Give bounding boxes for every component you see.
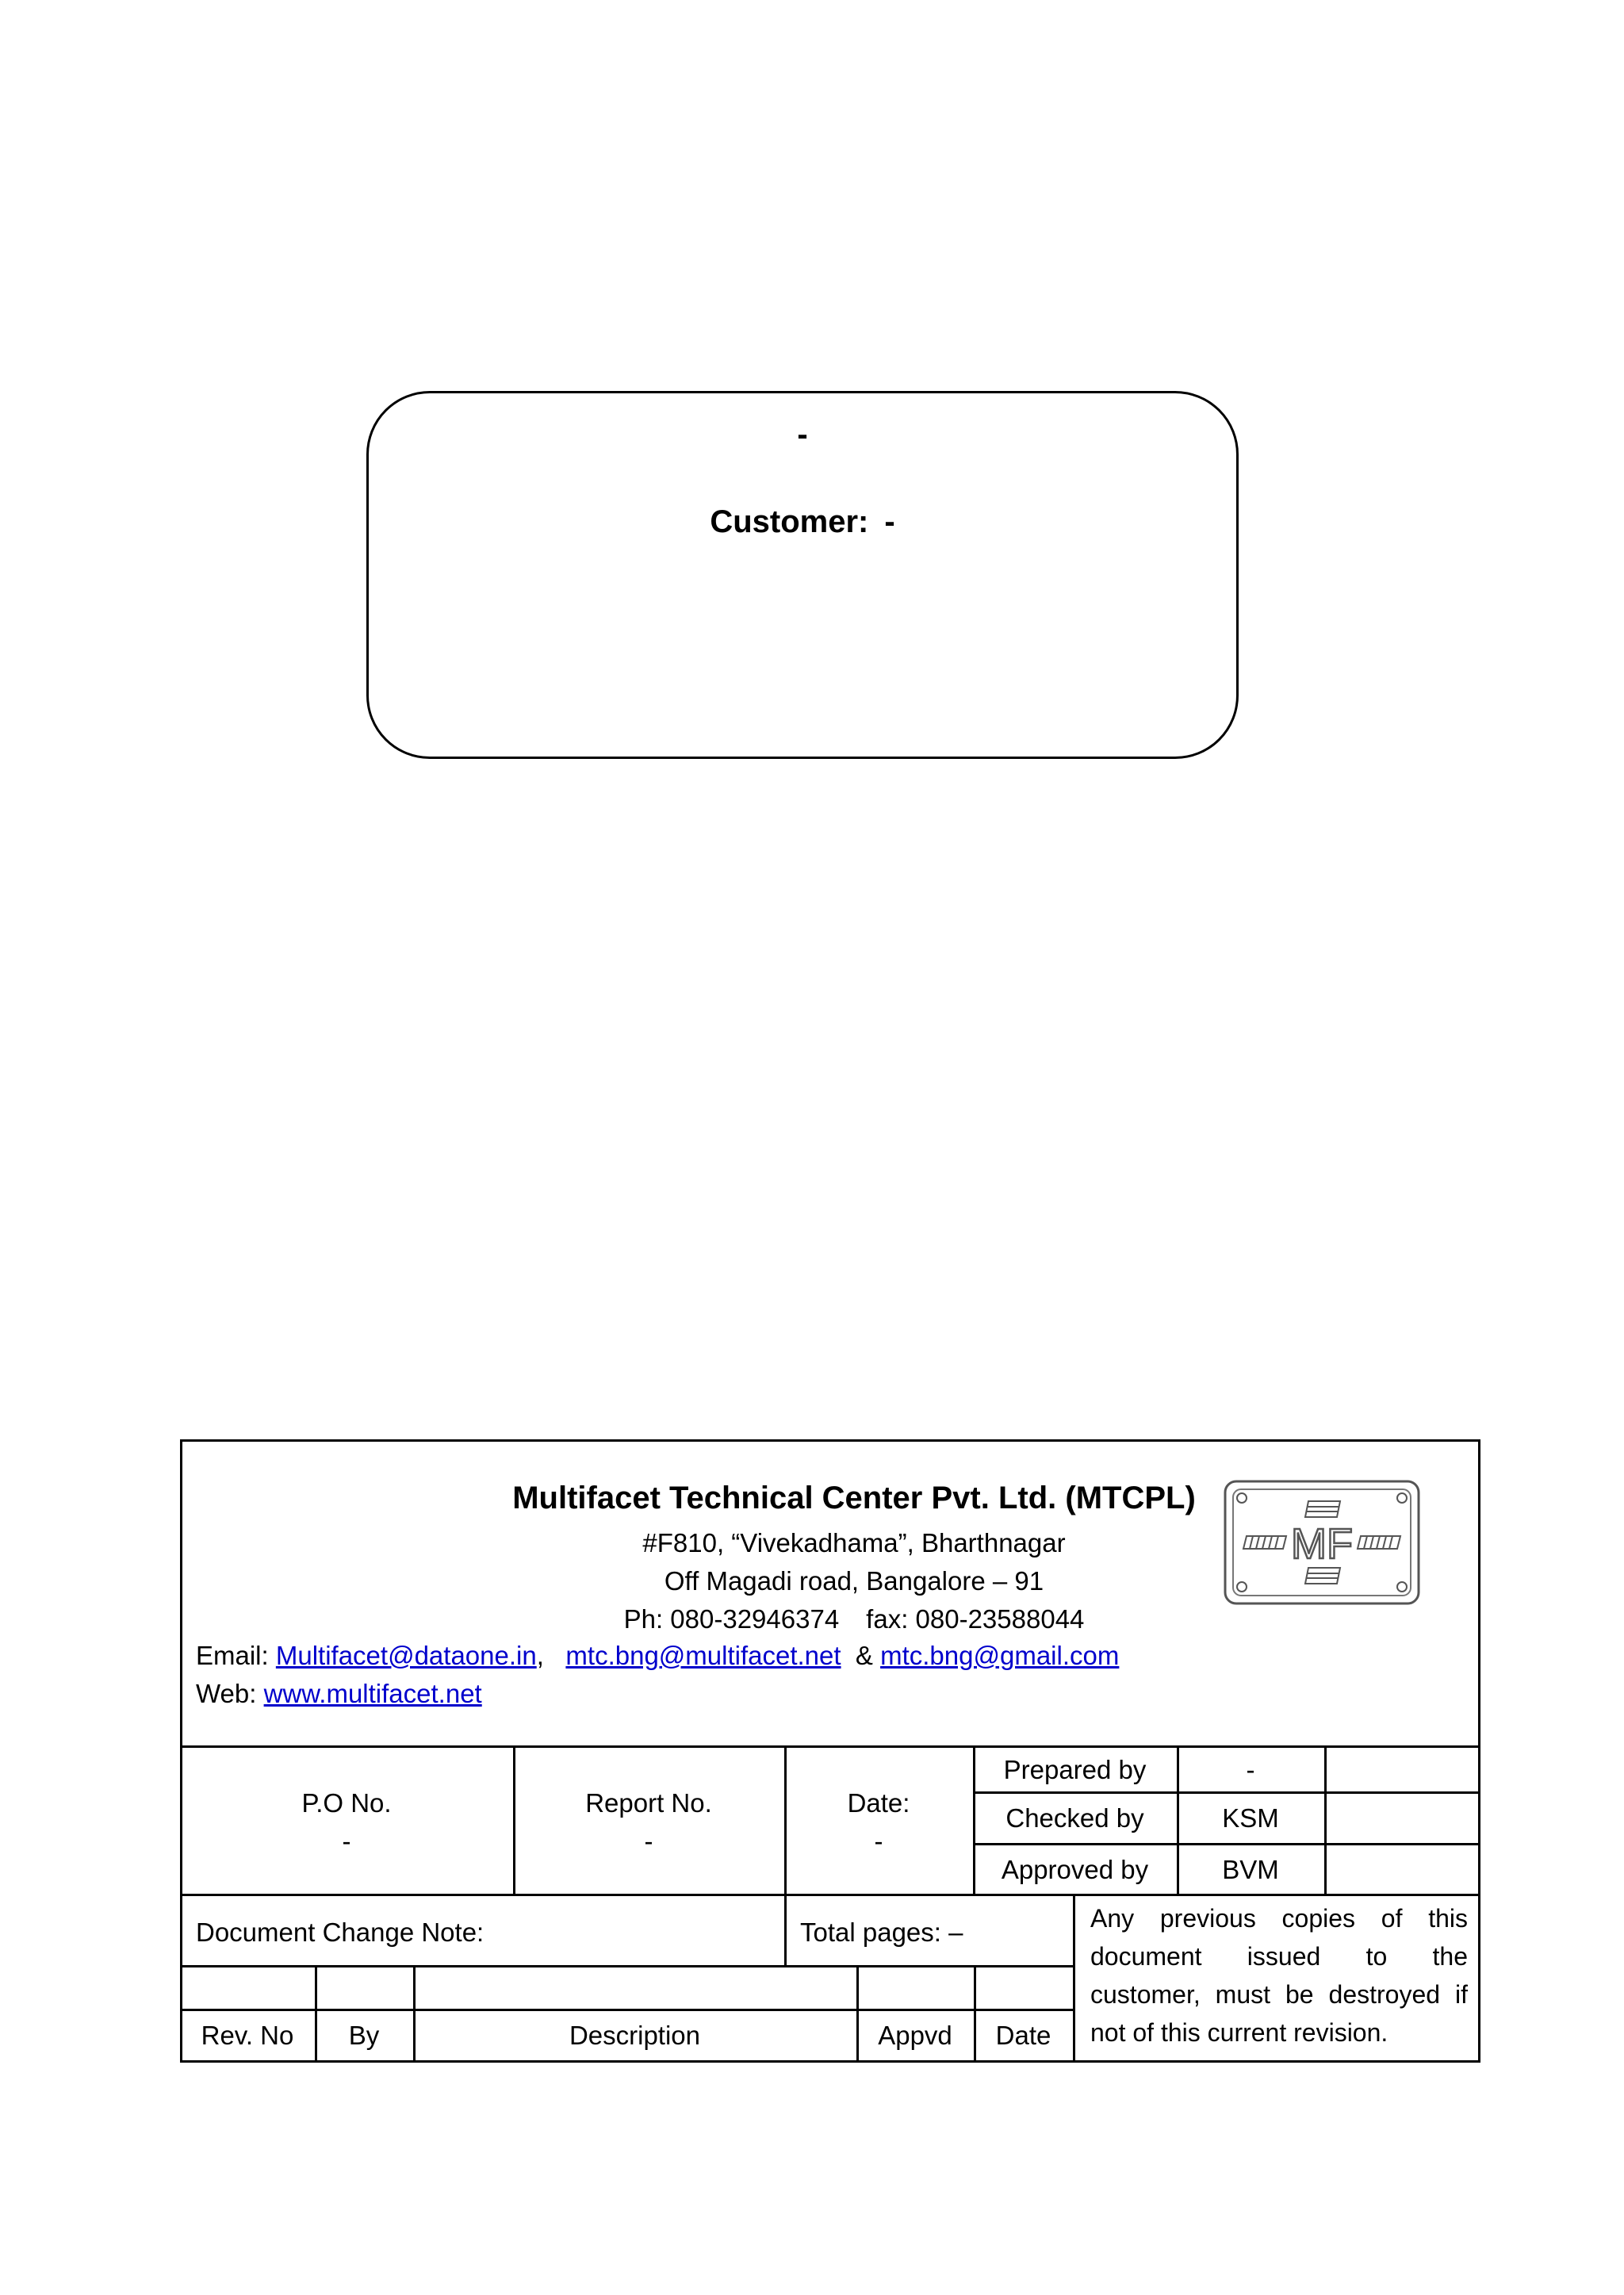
web-link[interactable]: www.multifacet.net [263, 1679, 482, 1708]
web-line [196, 1680, 482, 1707]
checked-by-value: KSM [1222, 1803, 1279, 1833]
header-description: Description [569, 2021, 701, 2050]
header-rev-no: Rev. No [201, 2021, 294, 2050]
customer-value: - [884, 504, 895, 539]
total-pages: Total pages: – [800, 1918, 963, 1947]
date-label: Date: [847, 1788, 910, 1818]
prepared-by-value: - [1246, 1755, 1255, 1784]
company-logo [1223, 1479, 1421, 1606]
prepared-by-label: Prepared by [1003, 1755, 1147, 1784]
cover-title: - [797, 417, 808, 452]
fax: fax: 080-23588044 [866, 1604, 1085, 1634]
document-footer-table [180, 1439, 1480, 2063]
email-label: Email: [196, 1641, 269, 1670]
phone-fax-line [180, 1604, 1480, 1634]
revision-notice: Any previous copies of this document issued to the customer, must be destroyed if not of this current revision. [1090, 1904, 1468, 2047]
email-separator: & [855, 1641, 873, 1670]
header-date: Date [995, 2021, 1051, 2050]
email-line: Email: Multifacet@dataone.in, mtc.bng@multifacet.net & mtc.bng@gmail.com [196, 1641, 1120, 1670]
approved-by-label: Approved by [1001, 1855, 1149, 1884]
checked-by-label: Checked by [1005, 1803, 1144, 1833]
email-link-2[interactable]: mtc.bng@multifacet.net [565, 1641, 841, 1670]
cover-box [366, 391, 1239, 759]
customer-line [369, 504, 1236, 540]
phone: Ph: 080-32946374 [623, 1604, 840, 1634]
address-line-1: #F810, “Vivekadhama”, Bharthnagar [642, 1528, 1066, 1557]
po-value: - [342, 1826, 351, 1856]
approved-by-value: BVM [1222, 1855, 1279, 1884]
po-label: P.O No. [301, 1788, 392, 1818]
web-label: Web: [196, 1679, 257, 1708]
document-change-note-label: Document Change Note: [196, 1918, 485, 1947]
email-link-1[interactable]: Multifacet@dataone.in [275, 1641, 537, 1670]
header-by: By [348, 2021, 380, 2050]
customer-label: Customer: [710, 504, 869, 539]
logo-text: MF [1291, 1520, 1353, 1568]
header-appvd: Appvd [878, 2021, 952, 2050]
address-line-2: Off Magadi road, Bangalore – 91 [664, 1566, 1044, 1596]
company-name: Multifacet Technical Center Pvt. Ltd. (MTCPL) [512, 1481, 1196, 1515]
email-link-3[interactable]: mtc.bng@gmail.com [880, 1641, 1120, 1670]
report-no-value: - [644, 1826, 653, 1856]
report-no-label: Report No. [585, 1788, 712, 1818]
date-value: - [874, 1826, 883, 1856]
